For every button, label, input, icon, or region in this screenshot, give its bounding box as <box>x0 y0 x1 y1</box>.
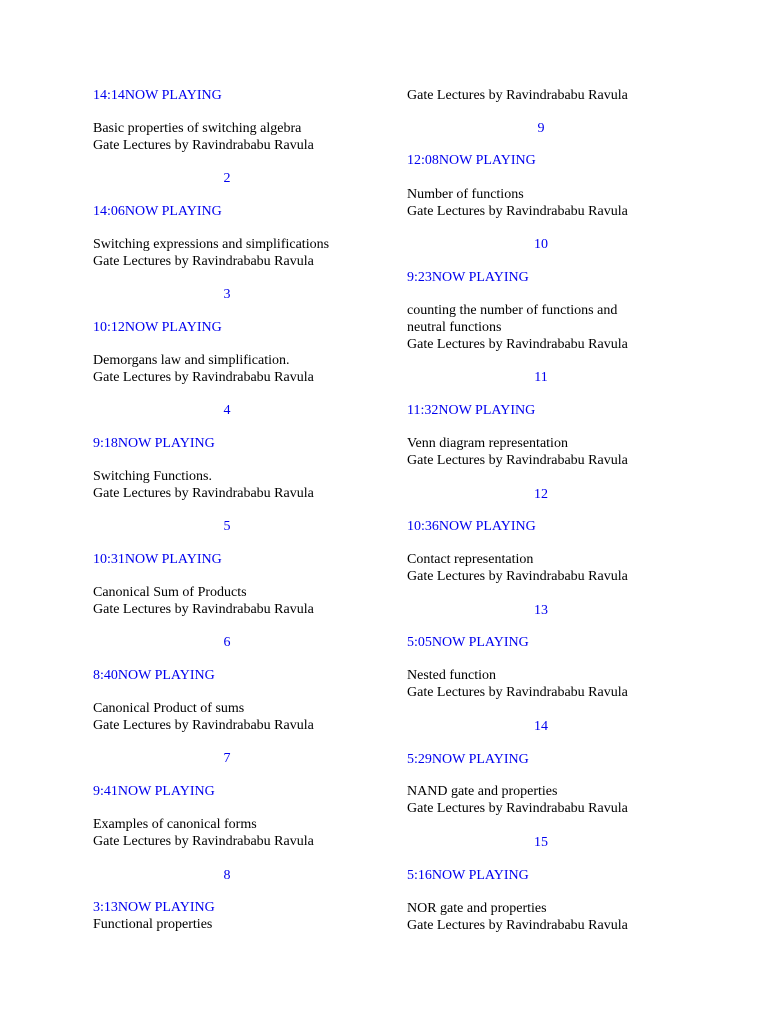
video-14-duration-link[interactable]: 5:29NOW PLAYING <box>407 752 529 767</box>
video-5-number[interactable]: 5 <box>223 519 231 534</box>
video-5-duration-link[interactable]: 10:31NOW PLAYING <box>93 552 222 567</box>
video-8-author: Gate Lectures by Ravindrababu Ravula <box>407 88 628 103</box>
video-9-title: Number of functions <box>407 187 524 202</box>
video-10-duration-link[interactable]: 9:23NOW PLAYING <box>407 270 529 285</box>
video-5-author: Gate Lectures by Ravindrababu Ravula <box>93 602 314 617</box>
video-15-title: NOR gate and properties <box>407 901 547 916</box>
video-1-duration-link[interactable]: 14:14NOW PLAYING <box>93 88 222 103</box>
video-9-duration-link[interactable]: 12:08NOW PLAYING <box>407 153 536 168</box>
video-4-title: Switching Functions. <box>93 469 213 484</box>
video-3-duration-link[interactable]: 10:12NOW PLAYING <box>93 320 222 335</box>
video-10-title-line-1: counting the number of functions and <box>407 303 618 318</box>
video-11-author: Gate Lectures by Ravindrababu Ravula <box>407 453 628 468</box>
video-14-title: NAND gate and properties <box>407 784 558 799</box>
video-7-author: Gate Lectures by Ravindrababu Ravula <box>93 834 314 849</box>
video-13-author: Gate Lectures by Ravindrababu Ravula <box>407 685 628 700</box>
video-6-duration-link[interactable]: 8:40NOW PLAYING <box>93 668 215 683</box>
video-7-number[interactable]: 7 <box>223 751 231 766</box>
video-11-title: Venn diagram representation <box>407 436 568 451</box>
video-15-duration-link[interactable]: 5:16NOW PLAYING <box>407 868 529 883</box>
video-5-title: Canonical Sum of Products <box>93 585 247 600</box>
video-8-number[interactable]: 8 <box>223 868 231 883</box>
video-10-author: Gate Lectures by Ravindrababu Ravula <box>407 337 628 352</box>
video-8-title: Functional properties <box>93 917 213 932</box>
video-6-title: Canonical Product of sums <box>93 701 245 716</box>
video-9-author: Gate Lectures by Ravindrababu Ravula <box>407 204 628 219</box>
video-7-duration-link[interactable]: 9:41NOW PLAYING <box>93 784 215 799</box>
video-7-title: Examples of canonical forms <box>93 817 257 832</box>
video-15-author: Gate Lectures by Ravindrababu Ravula <box>407 918 628 933</box>
video-10-title-line-2: neutral functions <box>407 320 502 335</box>
video-13-title: Nested function <box>407 668 497 683</box>
video-4-author: Gate Lectures by Ravindrababu Ravula <box>93 486 314 501</box>
video-10-number[interactable]: 10 <box>534 237 548 252</box>
video-2-number[interactable]: 2 <box>223 171 231 186</box>
video-3-title: Demorgans law and simplification. <box>93 353 290 368</box>
video-11-duration-link[interactable]: 11:32NOW PLAYING <box>407 403 536 418</box>
video-8-duration-link[interactable]: 3:13NOW PLAYING <box>93 900 215 915</box>
video-11-number[interactable]: 11 <box>534 370 548 385</box>
video-2-duration-link[interactable]: 14:06NOW PLAYING <box>93 204 222 219</box>
video-15-number[interactable]: 15 <box>534 835 548 850</box>
video-12-title: Contact representation <box>407 552 534 567</box>
video-1-title: Basic properties of switching algebra <box>93 121 302 136</box>
video-1-author: Gate Lectures by Ravindrababu Ravula <box>93 138 314 153</box>
video-12-number[interactable]: 12 <box>534 487 548 502</box>
video-3-number[interactable]: 3 <box>223 287 231 302</box>
video-14-author: Gate Lectures by Ravindrababu Ravula <box>407 801 628 816</box>
video-12-duration-link[interactable]: 10:36NOW PLAYING <box>407 519 536 534</box>
video-13-number[interactable]: 13 <box>534 603 548 618</box>
video-14-number[interactable]: 14 <box>534 719 548 734</box>
video-6-author: Gate Lectures by Ravindrababu Ravula <box>93 718 314 733</box>
video-6-number[interactable]: 6 <box>223 635 231 650</box>
video-2-author: Gate Lectures by Ravindrababu Ravula <box>93 254 314 269</box>
video-12-author: Gate Lectures by Ravindrababu Ravula <box>407 569 628 584</box>
video-3-author: Gate Lectures by Ravindrababu Ravula <box>93 370 314 385</box>
video-13-duration-link[interactable]: 5:05NOW PLAYING <box>407 635 529 650</box>
video-4-duration-link[interactable]: 9:18NOW PLAYING <box>93 436 215 451</box>
video-4-number[interactable]: 4 <box>223 403 231 418</box>
video-2-title: Switching expressions and simplifications <box>93 237 330 252</box>
video-9-number[interactable]: 9 <box>537 121 545 136</box>
